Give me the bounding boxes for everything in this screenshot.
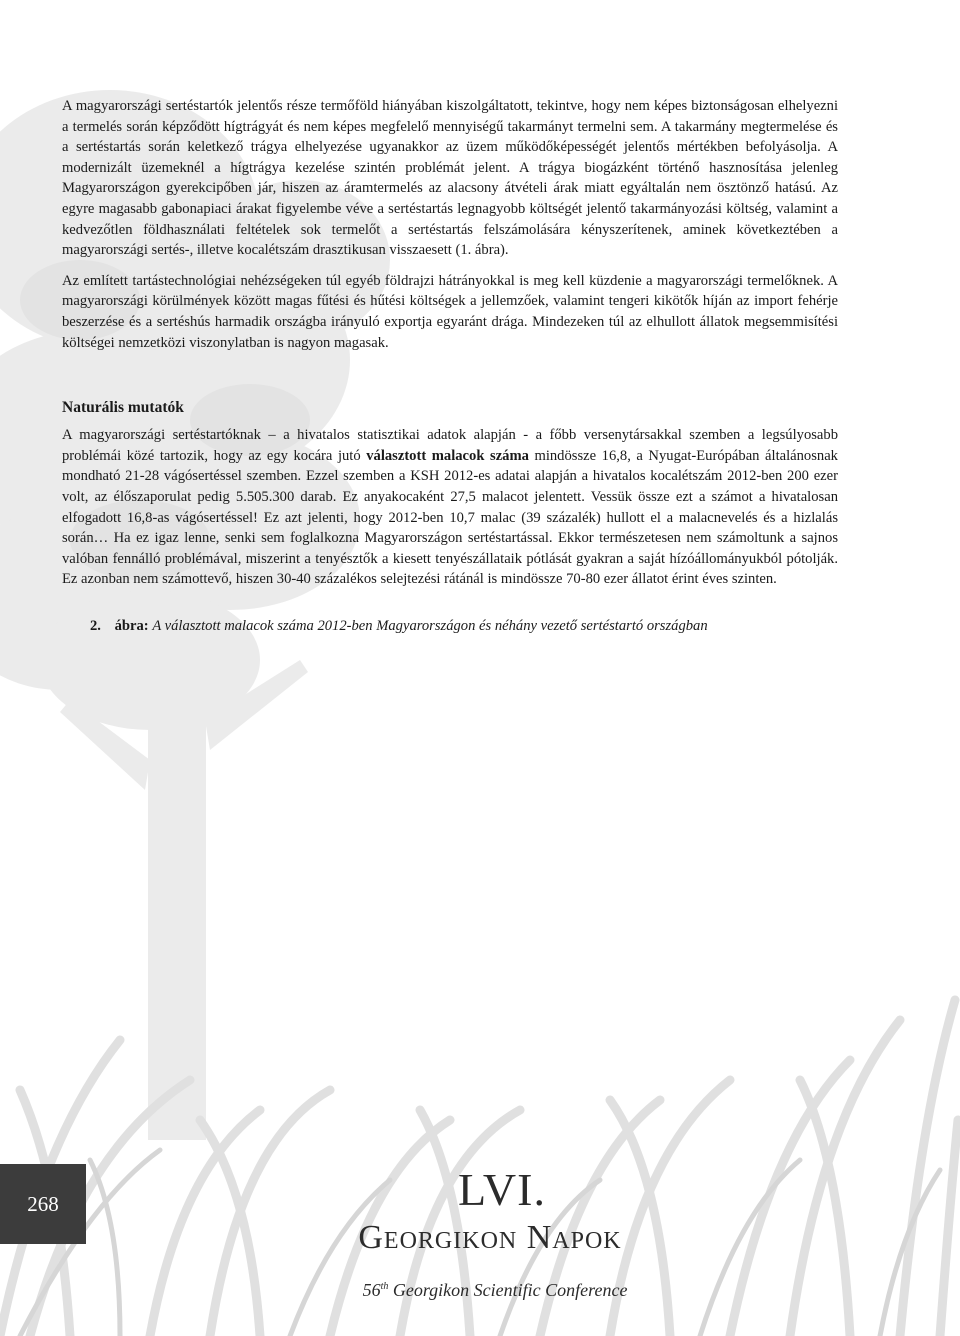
conference-edition-number: 56 (362, 1280, 381, 1300)
section-heading: Naturális mutatók (62, 399, 184, 417)
conference-subtitle (300, 1276, 690, 1301)
page-content (62, 96, 838, 636)
page-number: 268 (27, 1191, 59, 1216)
section-paragraph (62, 425, 838, 590)
figure-number: 2. (90, 617, 101, 634)
conference-name: Georgikon Napok (358, 1219, 622, 1256)
conference-footer (290, 1164, 690, 1301)
figure-caption (90, 616, 838, 636)
figure-title: A választott malacok száma 2012-ben Magyarországon és néhány vezető sertéstartó országban (152, 617, 708, 634)
section-text-before: A magyarországi sertéstartóknak – a hivatalos statisztikai adatok alapján - a főbb versenytársakkal szemben a legsúlyosabb problémái közé tartozik, hogy az egy kocára jutó (62, 427, 838, 464)
conference-edition-suffix: th (380, 1281, 389, 1292)
paragraph-1: A magyarországi sertéstartók jelentős része termőföld hiányában kiszolgáltatott, tekintve, hogy nem képes biztonságosan elhelyezni a termelés során képződött hígtrágyát és nem képes megfelelő mennyiségű takarmányt termelni sem. A takarmány megtermelése és a sertéstartás során keletkező trágya elhelyezése ugyanakkor az üzem működőképességét jelentős mértékben befolyásolja. A modernizált üzemeknél a hígtrágya kezelése szintén problémát jelent. A trágya biogázként történő hasznosítása jelenleg Magyarországon gyerekcipőben jár, hiszen az áramtermelés az alacsony átvételi árak miatt egyáltalán nem ösztönző hatású. Az egyre magasabb gabonapiaci árakat figyelembe véve a sertéstartás legnagyobb költségét jelentő takarmányozási költség, valamint a kedvezőtlen földhasználati feltételek sok termelőt a sertéstartás felszámolására kényszerítenek, aminek következtében a magyarországi sertés-, illetve kocalétszám drasztikusan visszaesett (1. ábra). (62, 98, 838, 259)
section-bold-term: választott malacok száma (366, 447, 529, 464)
paragraph-2: Az említett tartástechnológiai nehézségeken túl egyéb földrajzi hátrányokkal is meg kell küzdenie a magyarországi termelőknek. A magyarországi körülmények között magas fűtési és hűtési költségek a jellemzőek, valamint tengeri kikötők híján az import fehérje beszerzése és a sertéshús harmadik országba irányuló exportja egyaránt drága. Mindezeken túl az elhullott állatok megsemmisítési költségei nemzetközi viszonylatban is nagyon magasak. (62, 272, 838, 351)
conference-roman-numeral: LVI. (458, 1164, 546, 1215)
figure-label: ábra: (114, 617, 149, 634)
conference-subtitle-text: Georgikon Scientific Conference (388, 1280, 628, 1300)
page-number-box (0, 1164, 86, 1244)
section-text-after: mindössze 16,8, a Nyugat-Európában általánosnak mondható 21-28 vágósertéssel szemben. Ezzel szemben a KSH 2012-es adatai alapján a hivatalos kocalétszám 2012-ben 200 ezer volt, az élőszaporulat pedig 5.505.300 darab. Ez anyakocaként 27,5 malacot jelentett. Vessük össze ezt a számot a hivatalosan elfogadott 16,8-as vágósertéssel! Ez azt jelenti, hogy 2012-ben 10,7 malac (39 százalék) hullott el a malacnevelés és a hizlalás során… Ha ez igaz lenne, senki sem foglalkozna Magyarországon sertéstartással. Ekkor természetesen nem számoltunk a sajnos valóban fennálló problémával, miszerint a tenyésztők a kiesett tenyészállataik pótlását gyakran a saját hízóállományukból pótolják. Ez azonban nem számottevő, hiszen 30-40 százalékos selejtezési rátánál is mindössze 70-80 ezer állatot érint éves szinten. (62, 447, 838, 588)
